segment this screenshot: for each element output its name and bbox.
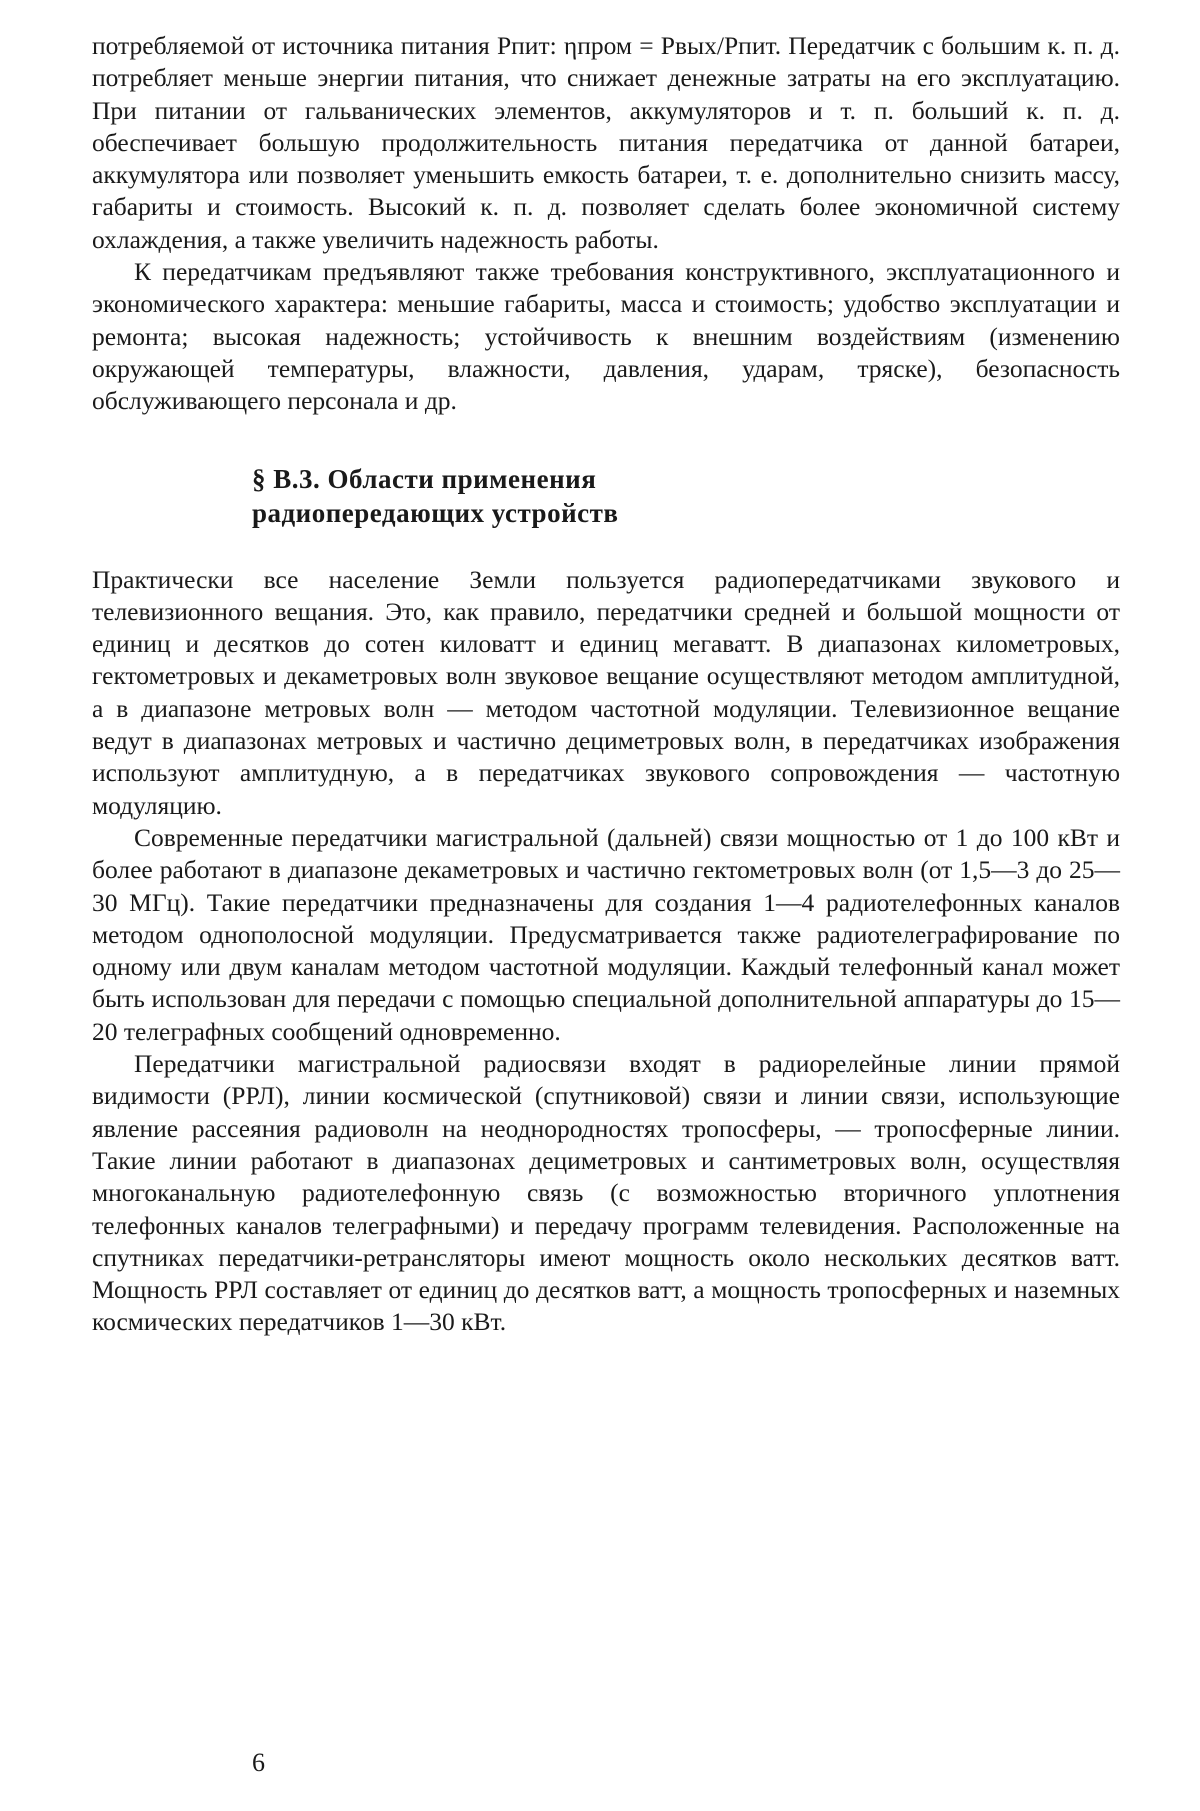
- spacer: [92, 418, 1120, 462]
- spacer: [92, 530, 1120, 564]
- paragraph-radio-relay-lines: Передатчики магистральной радиосвязи входят в радиорелейные линии прямой видимости (РРЛ), линии космической (спутниковой) связи и линии связи, использующие явление рассеяния радиоволн на неоднородностях тропосферы, — тропосферные линии. Такие линии работают в диапазонах дециметровых и сантиметровых волн, осуществляя многоканальную радиотелефонную связь (с возможностью вторичного уплотнения телефонных каналов телеграфными) и передачу программ телевидения. Расположенные на спутниках передатчики-ретрансляторы имеют мощность около нескольких десятков ватт. Мощность РРЛ составляет от единиц до десятков ватт, а мощность тропосферных и наземных космических передатчиков 1—30 кВт.: [92, 1049, 1120, 1337]
- paragraph-efficiency: потребляемой от источника питания Pпит: ηпром = Pвых/Pпит. Передатчик с большим к. п. д. потребляет меньше энергии питания, что снижает денежные затраты на его эксплуатацию. При питании от гальванических элементов, аккумуляторов и т. п. больший к. п. д. обеспечивает большую продолжительность питания передатчика от данной батареи, аккумулятора или позволяет уменьшить емкость батареи, т. е. дополнительно снизить массу, габариты и стоимость. Высокий к. п. д. позволяет сделать более экономичной систему охлаждения, а также увеличить надежность работы.: [92, 31, 1120, 254]
- section-heading-line-2: радиопередающих устройств: [252, 497, 619, 528]
- section-heading-line-1: § В.3. Области применения: [252, 463, 597, 494]
- paragraph-requirements: К передатчикам предъявляют также требования конструктивного, эксплуатационного и экономического характера: меньшие габариты, масса и стоимость; удобство эксплуатации и ремонта; высокая надежность; устойчивость к внешним воздействиям (изменению окружающей температуры, влажности, давления, ударам, тряске), безопасность обслуживающего персонала и др.: [92, 257, 1120, 416]
- book-page: [92, 30, 1120, 1339]
- paragraph-broadcasting: Практически все население Земли пользуется радиопередатчиками звукового и телевизионного вещания. Это, как правило, передатчики средней и большой мощности от единиц и десятков до сотен киловатт и единиц мегаватт. В диапазонах километровых, гектометровых и декаметровых волн звуковое вещание осуществляют методом амплитудной, а в диапазоне метровых волн — методом частотной модуляции. Телевизионное вещание ведут в диапазонах метровых и частично дециметровых волн, в передатчиках изображения используют амплитудную, а в передатчиках звукового сопровождения — частотную модуляцию.: [92, 564, 1120, 820]
- section-heading: [92, 462, 1120, 530]
- paragraph-trunk-communication: Современные передатчики магистральной (дальней) связи мощностью от 1 до 100 кВт и более работают в диапазоне декаметровых и частично гектометровых волн (от 1,5—3 до 25—30 МГц). Такие передатчики предназначены для создания 1—4 радиотелефонных каналов методом однополосной модуляции. Предусматривается также радиотелеграфирование по одному или двум каналам методом частотной модуляции. Каждый телефонный канал может быть использован для передачи с помощью специальной дополнительной аппаратуры до 15—20 телеграфных сообщений одновременно.: [92, 822, 1120, 1046]
- page-number: 6: [252, 1748, 265, 1777]
